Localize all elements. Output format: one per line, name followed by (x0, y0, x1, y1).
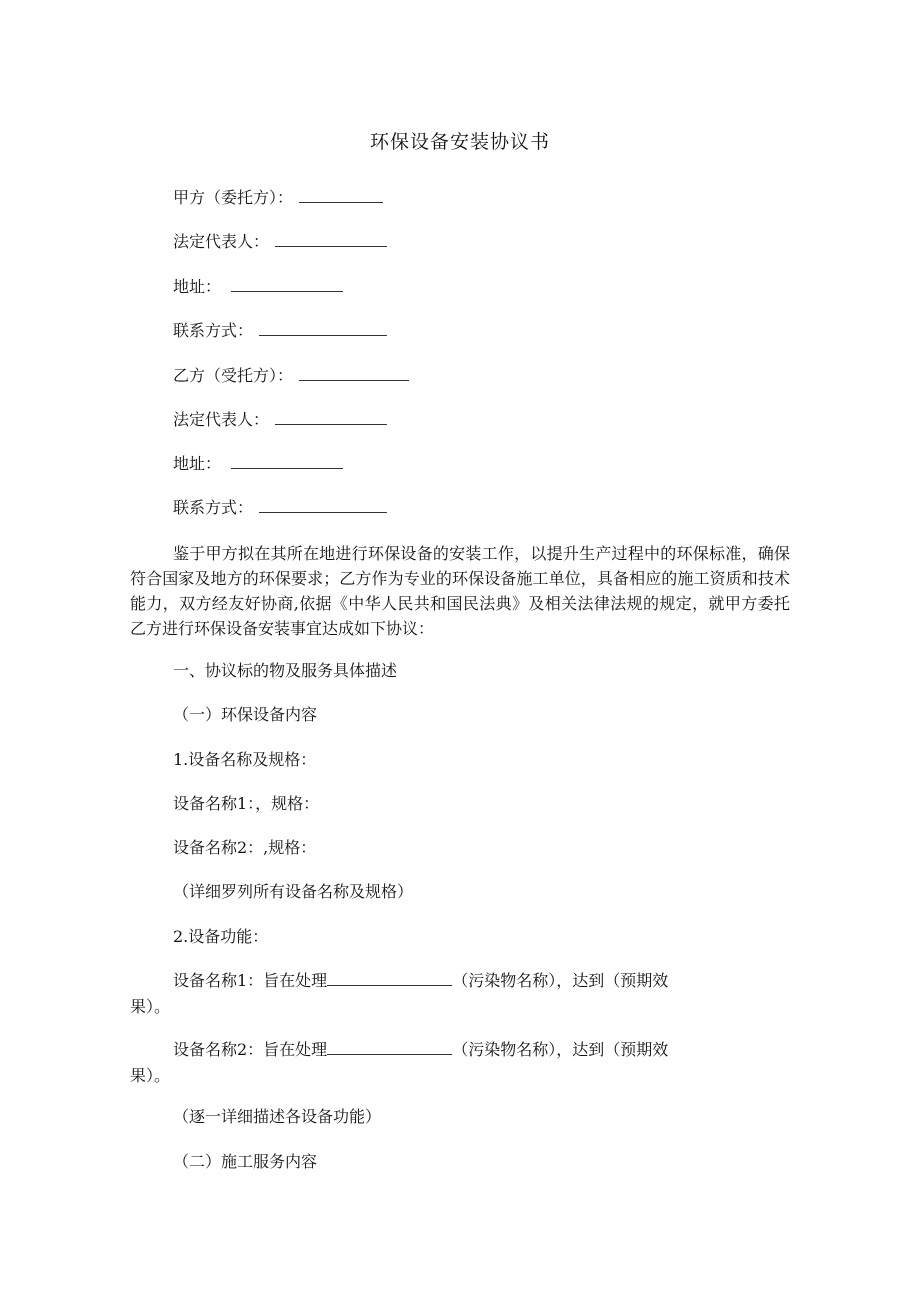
party-a-blank[interactable] (299, 188, 383, 203)
party-a-addr-blank[interactable] (231, 277, 343, 292)
party-a-addr-line (173, 277, 343, 297)
document-title: 环保设备安装协议书 (369, 131, 550, 153)
preamble-paragraph: 鉴于甲方拟在其所在地进行环保设备的安装工作，以提升生产过程中的环保标准，确保符合国家及地方的环保要求；乙方作为专业的环保设备施工单位，具备相应的施工资质和技术能力，双方经友好协商,依据《中华人民共和国民法典》及相关法律法规的规定，就甲方委托乙方进行环保设备安装事宜达成如下协议： (130, 544, 790, 638)
party-a-label: 甲方（委托方）： (173, 188, 294, 207)
party-a-contact-line (173, 321, 387, 341)
party-b-rep-label: 法定代表人： (173, 410, 270, 429)
party-a-addr-label: 地址： (173, 277, 222, 296)
party-a-rep-line (173, 232, 387, 252)
party-a-rep-label: 法定代表人： (173, 232, 270, 251)
subsection-2-heading: （二）施工服务内容 (173, 1152, 318, 1171)
party-b-contact-blank[interactable] (259, 498, 387, 513)
party-b-line (173, 366, 409, 386)
party-a-contact-label: 联系方式： (173, 321, 254, 340)
function-1-text-a: 设备名称1：旨在处理 (173, 971, 328, 990)
function-2-paragraph (130, 1037, 670, 1089)
party-a-rep-blank[interactable] (275, 232, 387, 247)
party-b-contact-label: 联系方式： (173, 498, 254, 517)
function-1-blank[interactable] (327, 971, 452, 986)
function-2-blank[interactable] (327, 1040, 452, 1055)
equipment-list-note: （详细罗列所有设备名称及规格） (173, 882, 414, 901)
subsection-1-heading: （一）环保设备内容 (173, 705, 318, 724)
function-note: （逐一详细描述各设备功能） (173, 1107, 382, 1126)
party-b-rep-line (173, 410, 387, 430)
party-b-contact-line (173, 498, 387, 518)
party-a-contact-blank[interactable] (259, 321, 387, 336)
function-1-paragraph (130, 968, 670, 1020)
section-1-heading: 一、协议标的物及服务具体描述 (173, 661, 398, 680)
party-b-label: 乙方（受托方）： (173, 366, 294, 385)
item-2-heading: 2.设备功能： (173, 927, 269, 946)
item-1-heading: 1.设备名称及规格： (173, 750, 317, 769)
function-1-text-b: （污染物名称），达到（预期效果）。 (130, 971, 669, 1016)
party-b-addr-blank[interactable] (231, 454, 343, 469)
function-2-text-b: （污染物名称），达到（预期效果）。 (130, 1040, 669, 1085)
party-b-addr-label: 地址： (173, 454, 222, 473)
party-b-blank[interactable] (299, 366, 409, 381)
party-b-addr-line (173, 454, 343, 474)
party-a-line (173, 188, 383, 208)
equipment-2-line: 设备名称2：,规格： (173, 838, 317, 857)
equipment-1-line: 设备名称1：，规格： (173, 794, 320, 813)
function-2-text-a: 设备名称2：旨在处理 (173, 1040, 328, 1059)
party-b-rep-blank[interactable] (275, 410, 387, 425)
